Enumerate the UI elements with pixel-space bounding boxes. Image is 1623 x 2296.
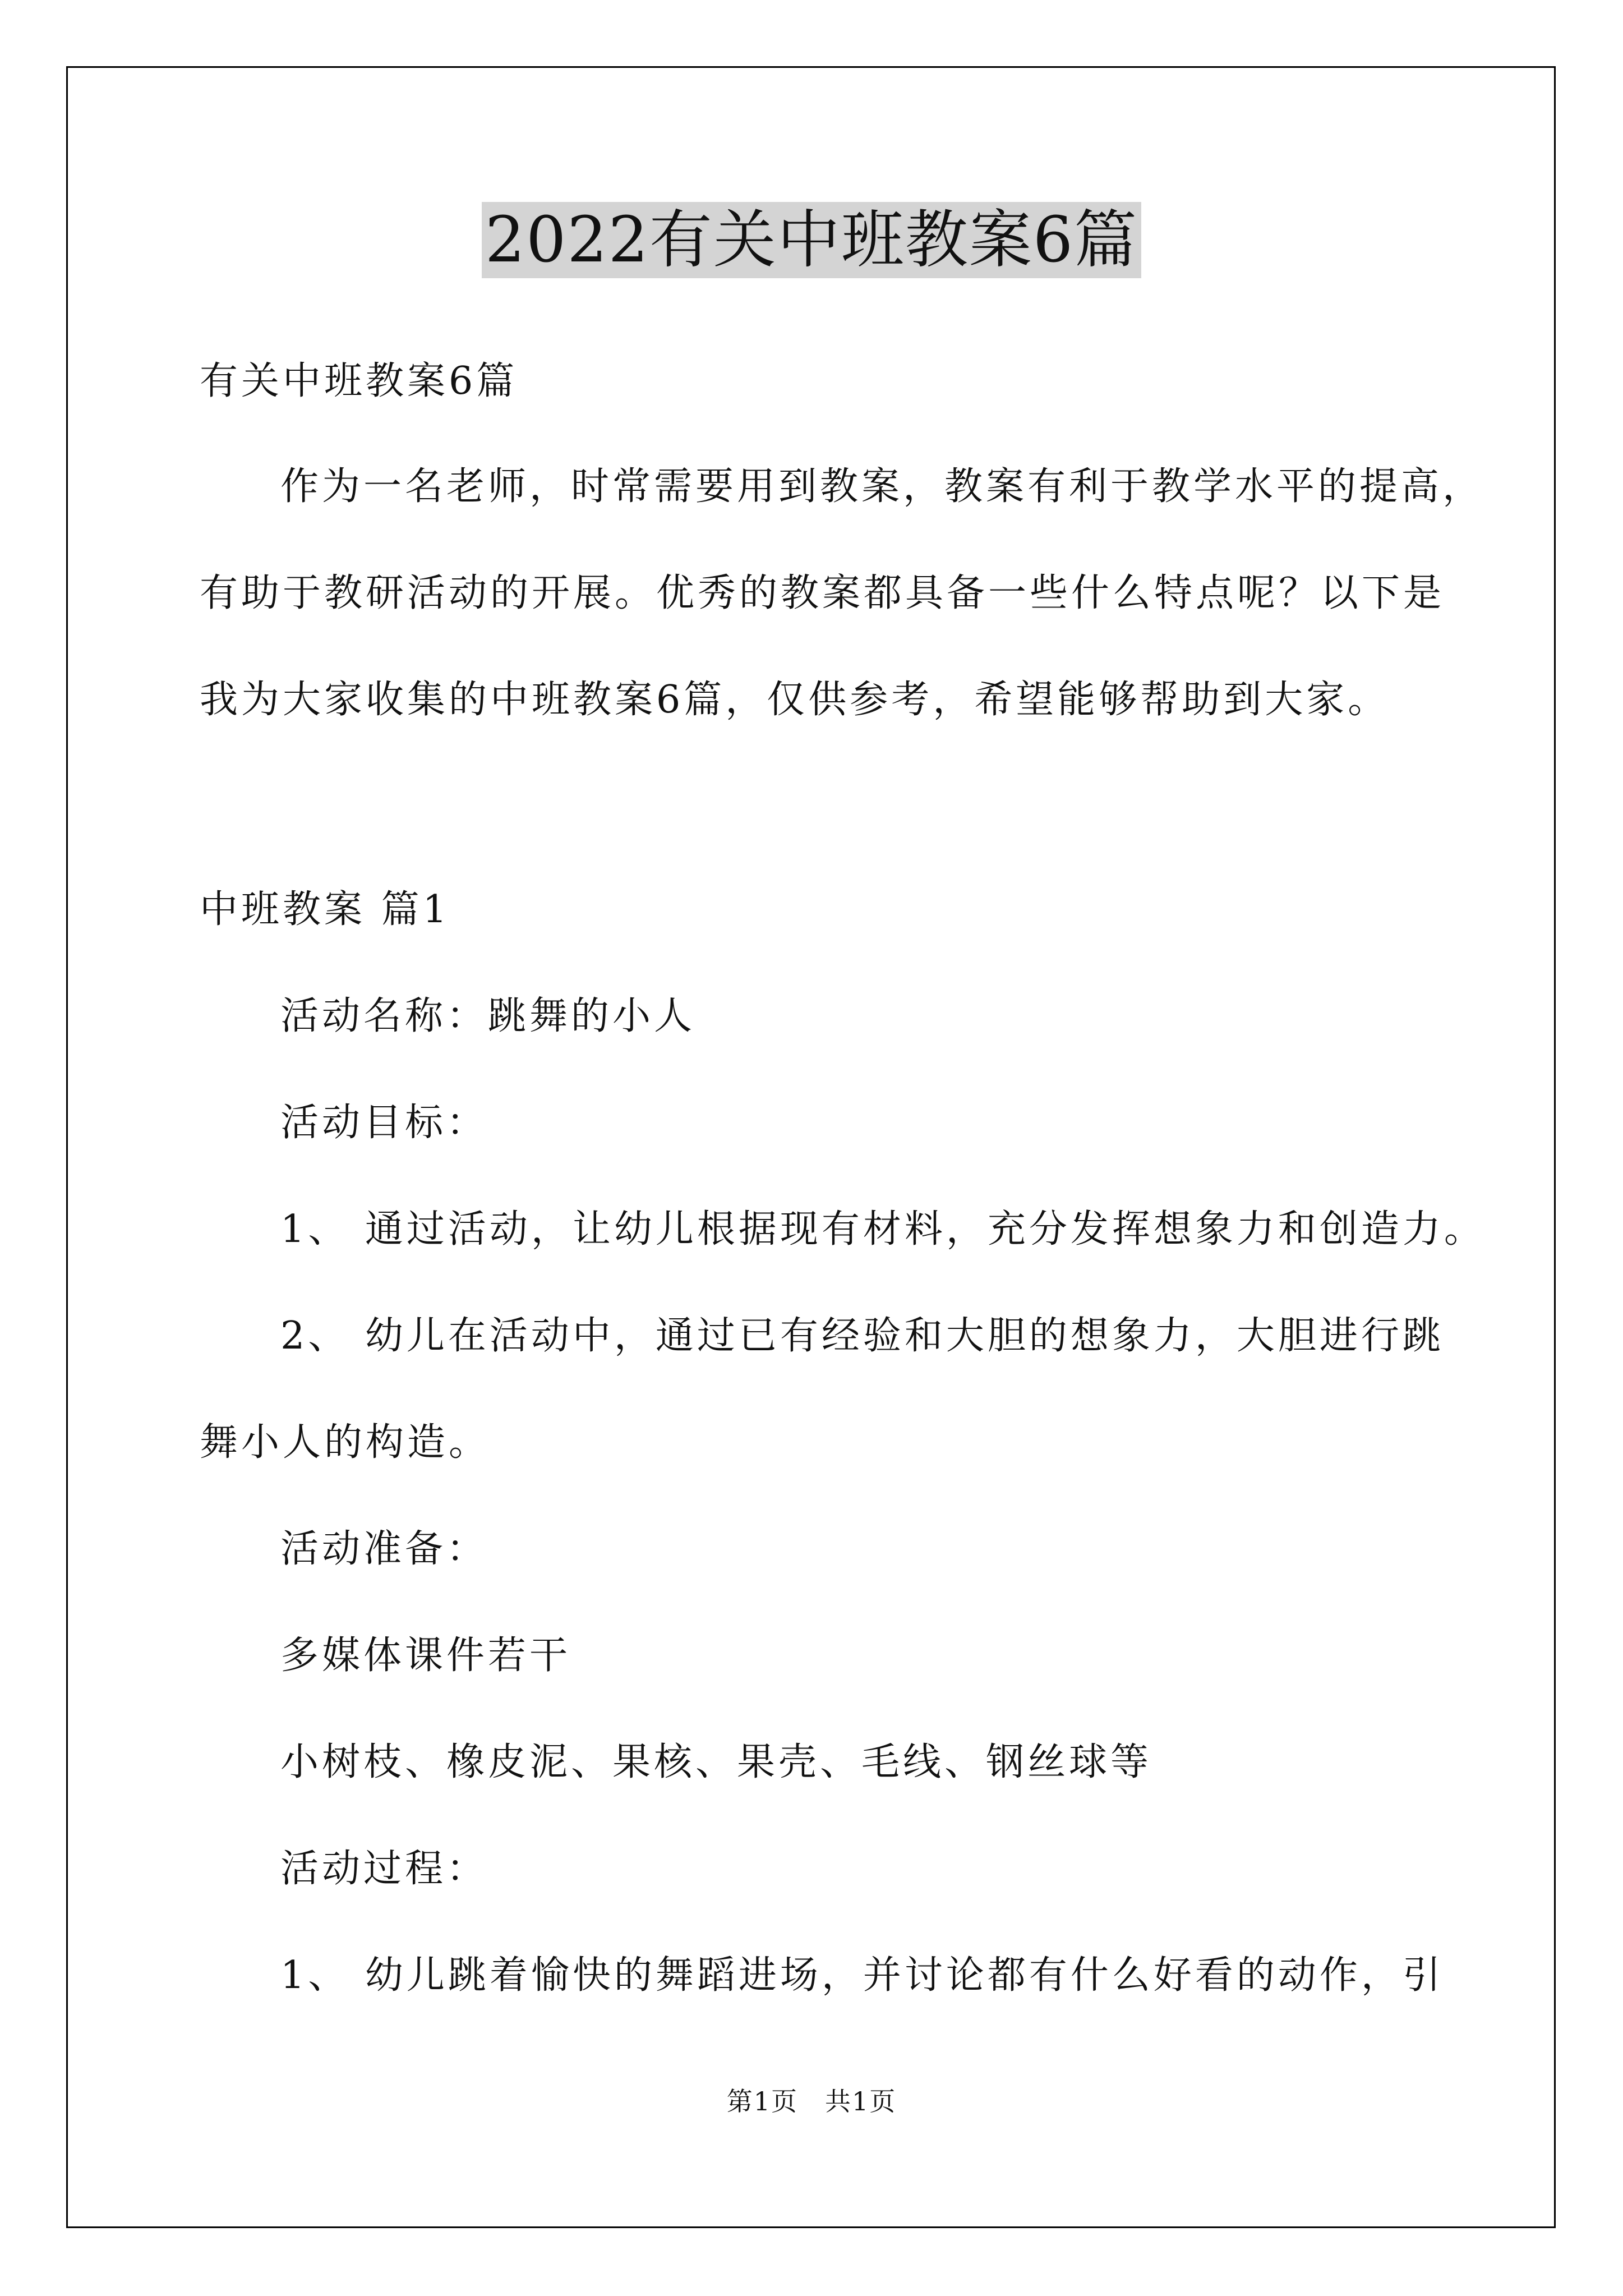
goals-label: 活动目标： <box>280 1101 488 1145</box>
intro-line-2: 有助于教研活动的开展。优秀的教案都具备一些什么特点呢？以下是 <box>200 571 1445 615</box>
activity-name: 活动名称：跳舞的小人 <box>280 994 696 1038</box>
prep-item-1: 多媒体课件若干 <box>280 1634 571 1678</box>
intro-line-1: 作为一名老师，时常需要用到教案，教案有利于教学水平的提高， <box>280 464 1484 509</box>
goal-1: 1、 通过活动，让幼儿根据现有材料，充分发挥想象力和创造力。 <box>280 1207 1486 1251</box>
prep-label: 活动准备： <box>280 1527 488 1571</box>
page-footer: 第1页 共1页 <box>726 2086 897 2116</box>
intro-line-3: 我为大家收集的中班教案6篇，仅供参考，希望能够帮助到大家。 <box>200 678 1390 722</box>
goal-2-line-2: 舞小人的构造。 <box>200 1420 491 1465</box>
goal-2-line-1: 2、 幼儿在活动中，通过已有经验和大胆的想象力，大胆进行跳 <box>280 1314 1444 1358</box>
process-label: 活动过程： <box>280 1847 488 1891</box>
document-subtitle: 有关中班教案6篇 <box>200 359 518 403</box>
section-heading: 中班教案 篇1 <box>200 887 450 932</box>
process-item-1: 1、 幼儿跳着愉快的舞蹈进场，并讨论都有什么好看的动作，引 <box>280 1953 1444 1998</box>
document-title: 2022有关中班教案6篇 <box>482 202 1141 278</box>
title-container <box>0 202 1623 278</box>
prep-item-2: 小树枝、橡皮泥、果核、果壳、毛线、钢丝球等 <box>280 1740 1152 1784</box>
